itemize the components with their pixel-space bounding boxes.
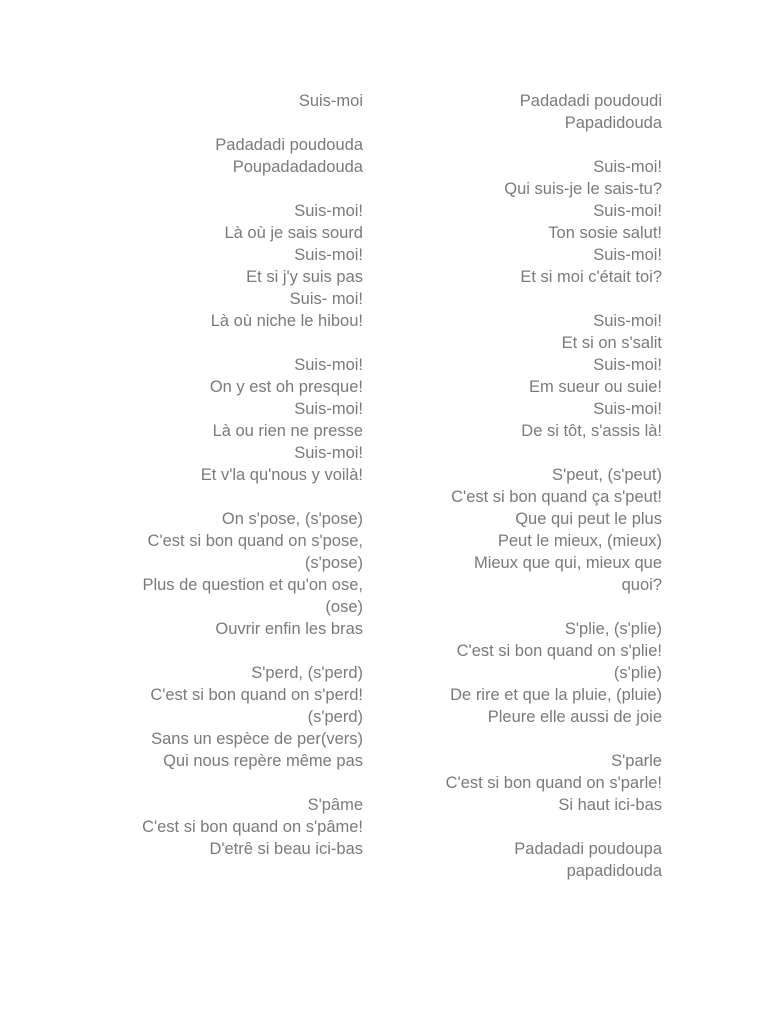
stanza <box>412 156 662 288</box>
lyric-line: Suis-moi! <box>294 202 363 220</box>
lyric-line: Sans un espèce de per(vers) <box>151 730 363 748</box>
lyric-line: Et v'la qu'nous y voilà! <box>200 466 363 484</box>
lyric-line: (s'perd) <box>307 708 363 726</box>
lyric-line: D'etrê si beau ici-bas <box>209 840 363 858</box>
left-stanzas <box>110 134 363 860</box>
lyric-line: Que qui peut le plus <box>515 510 662 528</box>
lyric-line: Padadadi poudoupa <box>514 840 662 858</box>
lyric-line: Suis-moi! <box>593 158 662 176</box>
stanza <box>412 90 662 134</box>
stanza <box>110 508 363 640</box>
stanza <box>110 134 363 178</box>
lyric-line: Suis-moi! <box>593 400 662 418</box>
lyric-line: S'plie, (s'plie) <box>564 620 662 638</box>
lyric-line: Suis-moi! <box>593 356 662 374</box>
lyric-line: Suis-moi! <box>593 246 662 264</box>
lyric-line: C'est si bon quand on s'pâme! <box>142 818 363 836</box>
stanza <box>412 310 662 442</box>
stanza <box>110 200 363 332</box>
lyric-line: (s'plie) <box>613 664 662 682</box>
lyric-line: On y est oh presque! <box>209 378 363 396</box>
lyric-line: Padadadi poudouda <box>215 136 363 154</box>
lyric-line: C'est si bon quand on s'parle! <box>445 774 662 792</box>
lyric-line: C'est si bon quand on s'perd! <box>150 686 363 704</box>
lyric-line: De si tôt, s'assis là! <box>521 422 662 440</box>
lyric-line: C'est si bon quand on s'pose, <box>147 532 363 550</box>
lyric-line: Poupadadadouda <box>232 158 363 176</box>
stanza <box>110 794 363 860</box>
lyric-line: Si haut ici-bas <box>558 796 662 814</box>
lyric-line: quoi? <box>621 576 662 594</box>
lyric-line: Pleure elle aussi de joie <box>487 708 662 726</box>
lyric-line: Plus de question et qu'on ose, <box>142 576 363 594</box>
lyric-line: Suis-moi! <box>593 312 662 330</box>
stanza <box>412 618 662 728</box>
lyric-line: papadidouda <box>566 862 662 880</box>
left-column <box>110 90 363 882</box>
lyric-line: Suis-moi! <box>294 246 363 264</box>
lyric-line: On s'pose, (s'pose) <box>221 510 363 528</box>
lyric-line: Là où niche le hibou! <box>210 312 363 330</box>
stanza <box>412 464 662 596</box>
lyric-line: Suis-moi! <box>294 400 363 418</box>
lyric-line: Suis-moi! <box>294 444 363 462</box>
lyric-line: Là où je sais sourd <box>224 224 363 242</box>
lyric-line: Peut le mieux, (mieux) <box>497 532 662 550</box>
lyric-line: Mieux que qui, mieux que <box>473 554 662 572</box>
lyric-line: Papadidouda <box>564 114 662 132</box>
lyric-line: Suis-moi! <box>593 202 662 220</box>
lyric-line: Qui suis-je le sais-tu? <box>504 180 662 198</box>
lyric-line: Em sueur ou suie! <box>529 378 662 396</box>
lyric-line: Suis-moi! <box>294 356 363 374</box>
lyric-line: De rire et que la pluie, (pluie) <box>450 686 662 704</box>
lyric-line: S'perd, (s'perd) <box>251 664 363 682</box>
lyric-line: S'parle <box>611 752 662 770</box>
lyric-line: Et si moi c'était toi? <box>520 268 662 286</box>
song-title: Suis-moi <box>298 92 363 110</box>
stanza <box>412 750 662 816</box>
lyric-line: Padadadi poudoudi <box>519 92 662 110</box>
lyric-line: Suis- moi! <box>289 290 363 308</box>
lyric-line: (ose) <box>325 598 363 616</box>
lyric-line: C'est si bon quand ça s'peut! <box>451 488 662 506</box>
lyric-line: (s'pose) <box>304 554 363 572</box>
lyric-line: Là ou rien ne presse <box>212 422 363 440</box>
stanza <box>110 662 363 772</box>
lyric-line: C'est si bon quand on s'plie! <box>456 642 662 660</box>
lyric-line: Et si j'y suis pas <box>246 268 363 286</box>
stanza <box>412 838 662 882</box>
lyric-line: S'pâme <box>307 796 363 814</box>
right-column <box>412 90 662 904</box>
right-stanzas <box>412 90 662 882</box>
stanza <box>110 354 363 486</box>
lyric-line: Et si on s'salit <box>561 334 662 352</box>
lyric-line: Ouvrir enfin les bras <box>215 620 363 638</box>
lyric-line: Qui nous repère même pas <box>163 752 363 770</box>
lyric-line: S'peut, (s'peut) <box>552 466 662 484</box>
lyric-line: Ton sosie salut! <box>548 224 662 242</box>
